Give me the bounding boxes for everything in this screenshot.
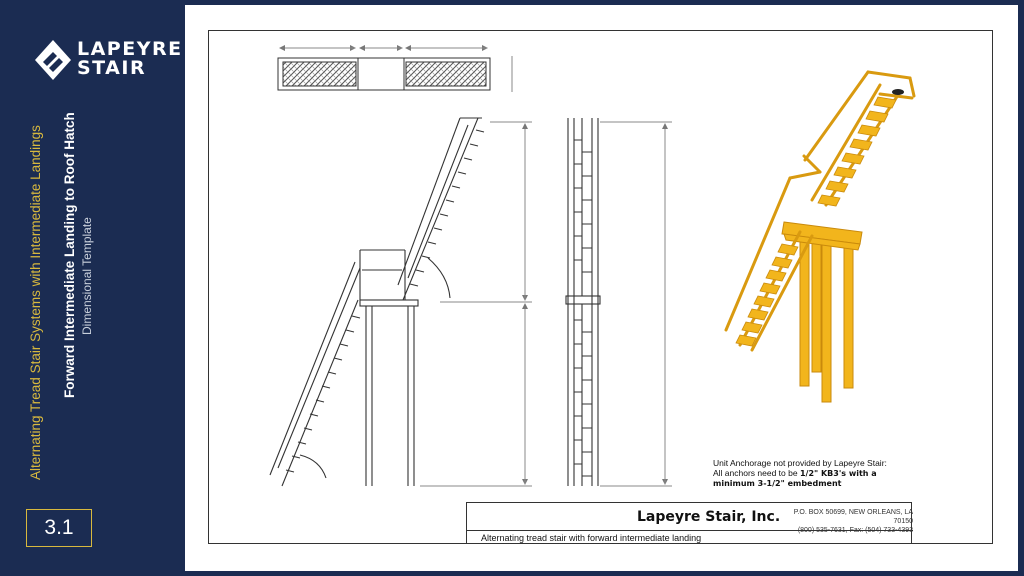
brand-name-line1: LAPEYRE [77,38,183,60]
brand-name-line2: STAIR [77,57,147,79]
title-block-header [467,503,913,534]
anchorage-note-line2 [713,468,887,479]
anchorage-note-line2-text: All anchors need to be [713,468,798,478]
stair-3d-render [726,72,914,402]
title-block [466,502,912,544]
anchorage-note-bold1: 1/2" KB3's with a [799,469,877,478]
anchorage-note [713,458,887,489]
drawing-caption: Alternating tread stair with forward intermediate landing [481,533,702,543]
product-title: Forward Intermediate Landing to Roof Hatch [62,112,77,398]
template-subtitle: Dimensional Template [80,217,94,335]
series-title: Alternating Tread Stair Systems with Intermediate Landings [28,125,43,480]
front-elevation-treads [574,140,592,476]
anchorage-note-line1: Unit Anchorage not provided by Lapeyre Stair: [713,458,887,468]
anchorage-note-bold2: minimum 3-1/2" embedment [713,479,842,488]
dimension-lines [420,122,672,486]
page-number: 3.1 [26,509,92,547]
address-line1: P.O. BOX 50699, NEW ORLEANS, LA 70150 [793,509,913,525]
address-line2: (800) 535-7631, Fax: (504) 733-4393 [797,527,913,534]
company-name: Lapeyre Stair, Inc. [637,509,781,525]
side-elevation-treads [286,130,484,472]
company-address [787,508,913,535]
plan-view [278,48,512,92]
front-elevation [566,118,600,486]
